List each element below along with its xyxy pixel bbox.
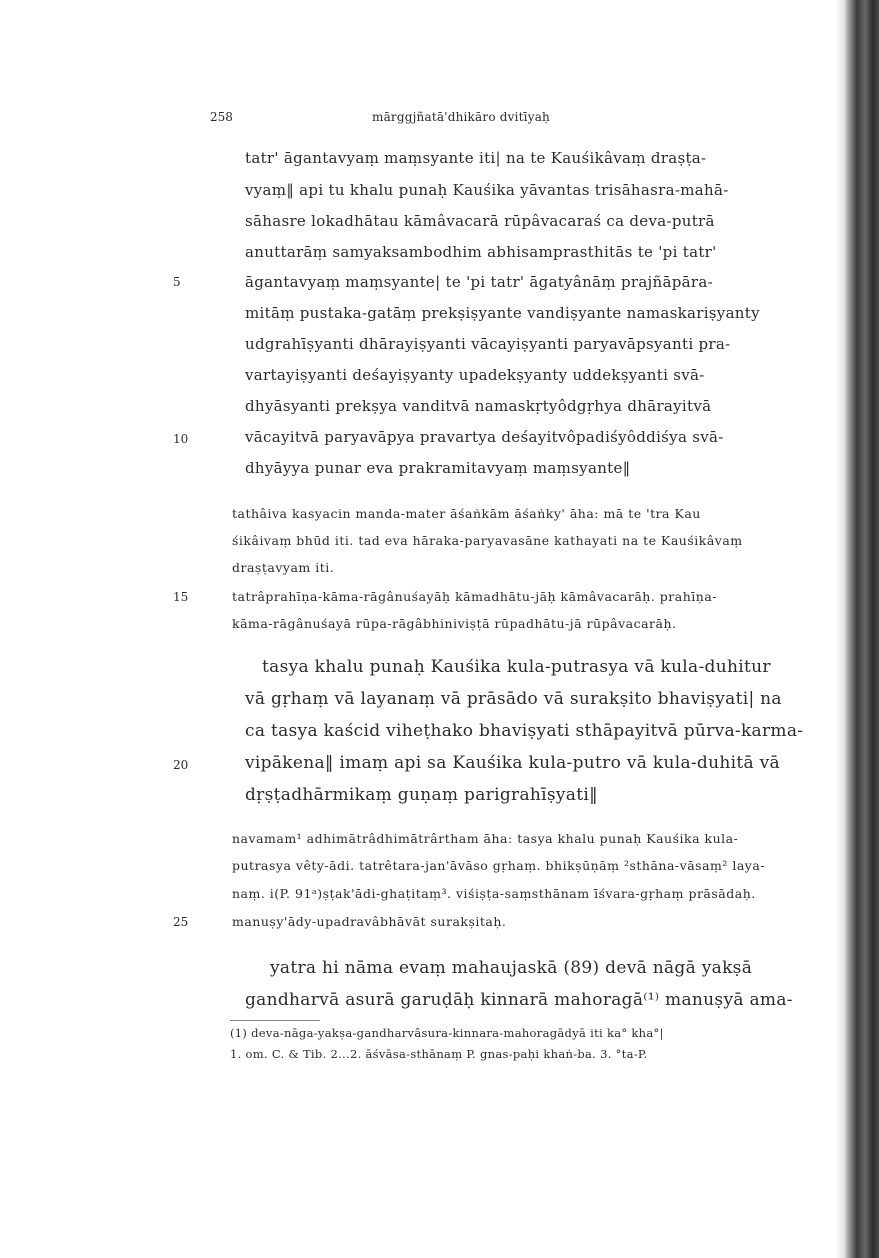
text-line: vā gṛhaṃ vā layanaṃ vā prāsādo vā surakṣito bhaviṣyati| na [245, 689, 782, 709]
text-line: dṛṣṭadhārmikaṃ guṇaṃ parigrahīṣyati‖ [245, 785, 598, 805]
text-line: anuttarāṃ samyaksambodhim abhisamprasthitās te 'pi tatr' [245, 243, 717, 261]
text-line: vācayitvā paryavāpya pravartya deśayitvôpadiśyôddiśya svā- [245, 428, 724, 446]
footnote-line: (1) deva-nāga-yakṣa-gandharvâsura-kinnara-mahoragādyā iti ka° kha°| [230, 1026, 664, 1040]
text-line: dhyāsyanti prekṣya vanditvā namaskṛtyôdgṛhya dhārayitvā [245, 397, 712, 415]
page-number: 258 [210, 110, 233, 124]
page-gutter [835, 0, 843, 1258]
text-line: udgrahīṣyanti dhārayiṣyanti vācayiṣyanti paryavāpsyanti pra- [245, 335, 731, 353]
text-line: gandharvā asurā garuḍāḥ kinnarā mahoragā⁽¹⁾ manuṣyā ama- [245, 990, 793, 1010]
running-title: mārggjñatā'dhikāro dvitīyaḥ [372, 110, 550, 124]
text-line: vipākena‖ imaṃ api sa Kauśika kula-putro vā kula-duhitā vā [245, 753, 780, 773]
text-line: dhyāyya punar eva prakramitavyaṃ maṃsyante‖ [245, 459, 631, 477]
line-number: 20 [173, 758, 189, 772]
commentary-line: putrasya vêty-ādi. tatrêtara-jan'āvāso gṛhaṃ. bhikṣūṇāṃ ²sthāna-vāsaṃ² laya- [232, 858, 766, 873]
book-spine-edge [843, 0, 879, 1258]
commentary-line: manuṣy'ādy-upadravâbhāvāt surakṣitaḥ. [232, 914, 507, 929]
text-line: sāhasre lokadhātau kāmâvacarā rūpâvacaraś ca deva-putrā [245, 212, 715, 230]
footnote-line: 1. om. C. & Tib. 2...2. āśvāsa-sthānaṃ P. gnas-paḥi khaṅ-ba. 3. °ta-P. [230, 1047, 648, 1061]
commentary-line: tathâiva kasyacin manda-mater āśaṅkām āśaṅky' āha: mā te 'tra Kau [232, 506, 701, 521]
commentary-line: naṃ. i(P. 91ᵃ)ṣṭak'ādi-ghaṭitaṃ³. viśiṣṭa-saṃsthānam īśvara-gṛhaṃ prāsādaḥ. [232, 886, 756, 901]
commentary-line: śikâivaṃ bhūd iti. tad eva hāraka-paryavasāne kathayati na te Kauśikâvaṃ [232, 533, 743, 548]
line-number: 15 [173, 590, 189, 604]
line-number: 5 [173, 275, 181, 289]
text-line: āgantavyaṃ maṃsyante| te 'pi tatr' āgatyânāṃ prajñāpāra- [245, 273, 713, 291]
text-line: tatr' āgantavyaṃ maṃsyante iti| na te Kauśikâvaṃ draṣṭa- [245, 149, 707, 167]
commentary-line: navamam¹ adhimātrâdhimātrârtham āha: tasya khalu punaḥ Kauśika kula- [232, 831, 739, 846]
line-number: 10 [173, 432, 189, 446]
text-line: ca tasya kaścid viheṭhako bhaviṣyati sthāpayitvā pūrva-karma- [245, 721, 804, 741]
text-line: vyaṃ‖ api tu khalu punaḥ Kauśika yāvantas trisāhasra-mahā- [245, 181, 729, 199]
text-line: vartayiṣyanti deśayiṣyanty upadekṣyanty uddekṣyanti svā- [245, 366, 705, 384]
footnote-rule [230, 1020, 320, 1021]
commentary-line: draṣṭavyam iti. [232, 560, 335, 575]
text-line: mitāṃ pustaka-gatāṃ prekṣiṣyante vandiṣyante namaskariṣyanty [245, 304, 760, 322]
line-number: 25 [173, 915, 189, 929]
commentary-line: kāma-rāgânuśayā rūpa-rāgâbhiniviṣṭā rūpadhātu-jā rūpâvacarāḥ. [232, 616, 677, 631]
text-line: yatra hi nāma evaṃ mahaujaskā (89) devā nāgā yakṣā [270, 958, 753, 978]
text-line: tasya khalu punaḥ Kauśika kula-putrasya vā kula-duhitur [262, 657, 771, 677]
commentary-line: tatrâprahīṇa-kāma-rāgânuśayāḥ kāmadhātu-jāḥ kāmâvacarāḥ. prahīṇa- [232, 589, 717, 604]
